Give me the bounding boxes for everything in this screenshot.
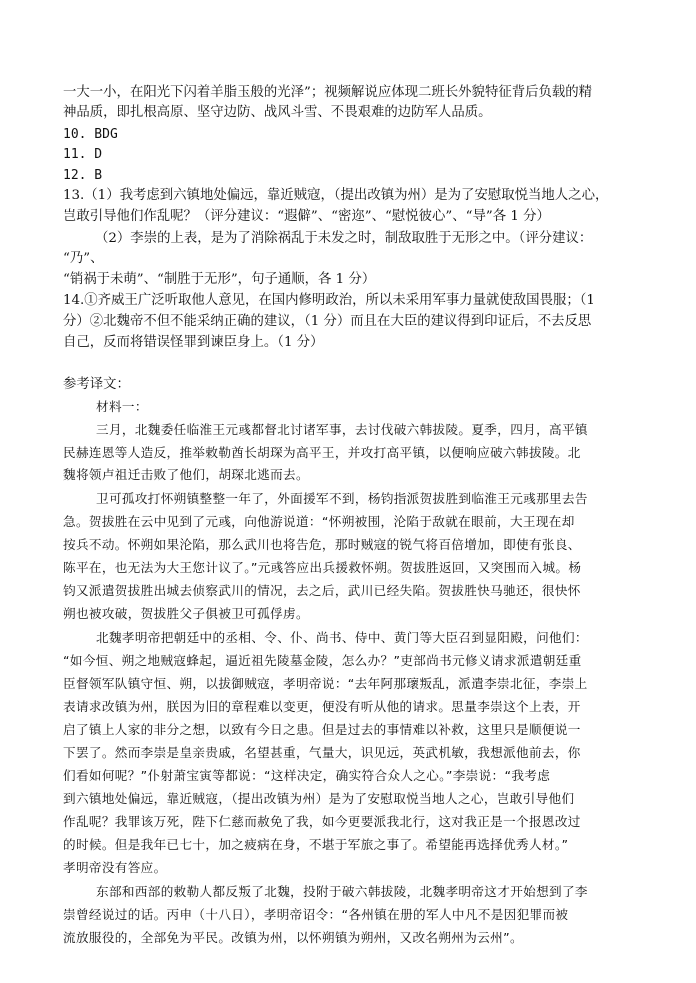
translation-line: 到六镇地处偏远，靠近贼寇，（提出改镇为州）是为了安慰取悦当地人之心，岂敢引导他们: [63, 791, 575, 806]
translation-line: 们看如何呢？”仆射萧宝寅等都说：“这样决定，确实符合众人之心。”李崇说：“我考虑: [63, 768, 551, 783]
translation-line: 作乱呢？我罪该万死，陛下仁慈而赦免了我，如今更要派我北行，这对我正是一个报恩改过: [63, 814, 581, 829]
answer-q14-line-3: 自己，反而将错误怪罪到谏臣身上。（1 分）: [63, 335, 324, 350]
translation-line: 钧又派遣贺拔胜出城去侦察武川的情况，去之后，武川已经失陷。贺拔胜快马驰还，很快怀: [63, 583, 581, 598]
translation-line: 表请求改镇为州，朕因为旧的章程难以变更，便没有听从他的请求。思量李崇这个上表，开: [63, 699, 581, 714]
translation-line: 按兵不动。怀朔如果沦陷，那么武川也将告危，那时贼寇的锐气将百倍增加，即使有张良、: [63, 537, 581, 552]
translation-line: 下罢了。然而李崇是皇亲贵戚，名望甚重，气量大，识见远，英武机敏，我想派他前去，你: [63, 745, 581, 760]
translation-line: “如今恒、朔之地贼寇蜂起，逼近祖先陵墓金陵，怎么办？”吏部尚书元修义请求派遣朝廷重: [63, 653, 582, 668]
answer-q10: 10. BDG: [63, 127, 118, 142]
translation-line: 卫可孤攻打怀朔镇整整一年了，外面援军不到，杨钧指派贺拔胜到临淮王元彧那里去告: [96, 491, 588, 506]
translation-line: 北魏孝明帝把朝廷中的丞相、令、仆、尚书、侍中、黄门等大臣召到显阳殿，问他们：: [96, 630, 588, 645]
material-label: 材料一：: [96, 399, 148, 414]
answer-q11: 11. D: [63, 147, 103, 162]
answer-q14-line-1: 14.①齐威王广泛听取他人意见，在国内修明政治，所以未采用军事力量就使敌国畏服；（1: [63, 293, 595, 308]
answer-continuation-line-2: 神品质，即扎根高原、坚守边防、战风斗雪、不畏艰难的边防军人品质。: [63, 105, 492, 120]
translation-line: 孝明帝没有答应。: [63, 860, 167, 875]
answer-q13-line-4: “乃”、: [63, 251, 104, 266]
answer-q13-line-1: 13.（1）我考虑到六镇地处偏远，靠近贼寇，（提出改镇为州）是为了安慰取悦当地人之心，: [63, 188, 609, 203]
translation-line: 臣督领军队镇守恒、朔，以拔御贼寇，孝明帝说：“去年阿那瓌叛乱，派遣李崇北征，李崇上: [63, 676, 588, 691]
answer-q13-line-5: “销祸于未萌”、“制胜于无形”，句子通顺，各 1 分）: [63, 272, 376, 287]
translation-line: 陈平在，也无法为大王您计议了。”元彧答应出兵援救怀朔。贺拔胜返回，又突围而入城。杨: [63, 560, 582, 575]
translation-line: 流放服役的，全部免为平民。改镇为州，以怀朔镇为朔州，又改名朔州为云州”。: [63, 930, 523, 945]
translation-line: 的时候。但是我年已七十，加之疲病在身，不堪于军旅之事了。希望能再选择优秀人材。”: [63, 837, 569, 852]
answer-q13-line-3: （2）李崇的上表，是为了消除祸乱于未发之时，制敌取胜于无形之中。（评分建议：: [95, 231, 593, 246]
translation-heading: 参考译文：: [63, 377, 130, 392]
translation-line: 急。贺拔胜在云中见到了元彧，向他游说道：“怀朔被围，沦陷于敌就在眼前，大王现在却: [63, 514, 575, 529]
translation-line: 民赫连恩等人造反，推举敕勒酋长胡琛为高平王，并攻打高平镇，以便响应破六韩拔陵。北: [63, 445, 581, 460]
translation-line: 崇曾经说过的话。丙申（十八日），孝明帝诏令：“各州镇在册的军人中凡不是因犯罪而被: [63, 907, 569, 922]
translation-line: 东部和西部的敕勒人都反叛了北魏，投附于破六韩拔陵，北魏孝明帝这才开始想到了李: [96, 884, 588, 899]
translation-line: 魏将领卢祖迁击败了他们，胡琛北逃而去。: [63, 467, 309, 482]
translation-line: 朔也被攻破，贺拔胜父子俱被卫可孤俘虏。: [63, 606, 309, 621]
answer-q13-line-2: 岂敢引导他们作乱呢？（评分建议：“遐僻”、“密迩”、“慰悦彼心”、“导”各 1 分）: [63, 209, 550, 224]
answer-q14-line-2: 分）②北魏帝不但不能采纳正确的建议，（1 分）而且在大臣的建议得到印证后，不去反思: [63, 314, 592, 329]
translation-line: 三月，北魏委任临淮王元彧都督北讨诸军事，去讨伐破六韩拔陵。夏季，四月，高平镇: [96, 422, 588, 437]
translation-line: 启了镇上人家的非分之想，以致有今日之患。但是过去的事情难以补救，这里只是顺便说一: [63, 722, 581, 737]
answer-continuation-line-1: 一大一小，在阳光下闪着羊脂玉般的光泽”；视频解说应体现二班长外貌特征背后负载的精: [63, 85, 593, 100]
answer-q12: 12. B: [63, 168, 103, 183]
